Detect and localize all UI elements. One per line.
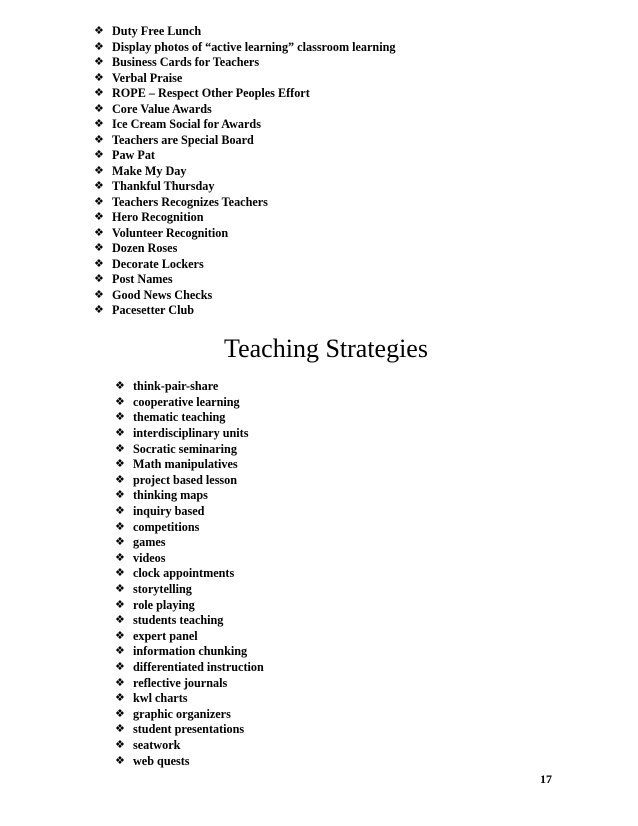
strategy-item-text: inquiry based — [133, 504, 205, 519]
recognition-item-text: Ice Cream Social for Awards — [112, 117, 261, 132]
recognition-item-text: Display photos of “active learning” classroom learning — [112, 39, 396, 54]
diamond-bullet-icon: ❖ — [94, 133, 104, 146]
recognition-item-text: Thankful Thursday — [112, 179, 215, 194]
teaching-strategies-list — [115, 379, 264, 769]
recognition-item — [94, 303, 395, 319]
recognition-item — [94, 40, 395, 56]
recognition-item-text: Good News Checks — [112, 287, 213, 302]
strategy-item-text: storytelling — [133, 582, 192, 597]
recognition-item-text: Hero Recognition — [112, 210, 204, 225]
recognition-item — [94, 272, 395, 288]
strategy-item — [115, 426, 264, 442]
strategy-item — [115, 738, 264, 754]
diamond-bullet-icon: ❖ — [115, 723, 125, 736]
strategy-item — [115, 597, 264, 613]
strategy-item-text: Math manipulatives — [133, 457, 238, 472]
strategy-item-text: role playing — [133, 597, 195, 612]
diamond-bullet-icon: ❖ — [94, 242, 104, 255]
diamond-bullet-icon: ❖ — [115, 458, 125, 471]
diamond-bullet-icon: ❖ — [115, 520, 125, 533]
recognition-item — [94, 226, 395, 242]
recognition-item — [94, 24, 395, 40]
recognition-item-text: Post Names — [112, 272, 173, 287]
diamond-bullet-icon: ❖ — [94, 180, 104, 193]
diamond-bullet-icon: ❖ — [94, 288, 104, 301]
strategy-item — [115, 395, 264, 411]
recognition-item-text: Business Cards for Teachers — [112, 55, 260, 70]
strategy-item — [115, 379, 264, 395]
diamond-bullet-icon: ❖ — [115, 676, 125, 689]
section-heading: Teaching Strategies — [224, 334, 428, 363]
diamond-bullet-icon: ❖ — [94, 304, 104, 317]
recognition-item-text: ROPE – Respect Other Peoples Effort — [112, 86, 310, 101]
recognition-item-text: Teachers Recognizes Teachers — [112, 194, 268, 209]
strategy-item-text: kwl charts — [133, 691, 188, 706]
strategy-item — [115, 504, 264, 520]
recognition-item-text: Core Value Awards — [112, 101, 212, 116]
strategy-item — [115, 551, 264, 567]
diamond-bullet-icon: ❖ — [115, 395, 125, 408]
strategy-item-text: thinking maps — [133, 488, 208, 503]
recognition-item — [94, 71, 395, 87]
strategy-item — [115, 410, 264, 426]
strategy-item-text: student presentations — [133, 722, 245, 737]
strategy-item-text: games — [133, 535, 166, 550]
recognition-item-text: Verbal Praise — [112, 70, 183, 85]
diamond-bullet-icon: ❖ — [94, 118, 104, 131]
recognition-item-text: Paw Pat — [112, 148, 155, 163]
strategy-item-text: project based lesson — [133, 472, 238, 487]
recognition-item — [94, 148, 395, 164]
recognition-item-text: Dozen Roses — [112, 241, 178, 256]
diamond-bullet-icon: ❖ — [115, 551, 125, 564]
strategy-item — [115, 535, 264, 551]
diamond-bullet-icon: ❖ — [115, 567, 125, 580]
recognition-item-text: Decorate Lockers — [112, 256, 204, 271]
page-number: 17 — [540, 772, 552, 786]
strategy-item-text: graphic organizers — [133, 706, 231, 721]
recognition-item — [94, 195, 395, 211]
recognition-item — [94, 117, 395, 133]
diamond-bullet-icon: ❖ — [94, 226, 104, 239]
strategy-item — [115, 488, 264, 504]
diamond-bullet-icon: ❖ — [94, 71, 104, 84]
recognition-item-text: Volunteer Recognition — [112, 225, 229, 240]
diamond-bullet-icon: ❖ — [94, 56, 104, 69]
strategy-item — [115, 722, 264, 738]
strategy-item-text: reflective journals — [133, 675, 228, 690]
diamond-bullet-icon: ❖ — [94, 211, 104, 224]
strategy-item-text: students teaching — [133, 613, 224, 628]
recognition-item — [94, 257, 395, 273]
strategy-item — [115, 519, 264, 535]
diamond-bullet-icon: ❖ — [115, 473, 125, 486]
recognition-item-text: Duty Free Lunch — [112, 24, 202, 39]
strategy-item-text: videos — [133, 550, 166, 565]
diamond-bullet-icon: ❖ — [94, 40, 104, 53]
diamond-bullet-icon: ❖ — [115, 614, 125, 627]
diamond-bullet-icon: ❖ — [115, 380, 125, 393]
strategy-item — [115, 473, 264, 489]
recognition-item — [94, 288, 395, 304]
strategy-item — [115, 706, 264, 722]
strategy-item — [115, 441, 264, 457]
recognition-item — [94, 55, 395, 71]
recognition-item — [94, 102, 395, 118]
diamond-bullet-icon: ❖ — [115, 660, 125, 673]
strategy-item-text: interdisciplinary units — [133, 426, 249, 441]
diamond-bullet-icon: ❖ — [115, 754, 125, 767]
recognition-item-text: Make My Day — [112, 163, 187, 178]
diamond-bullet-icon: ❖ — [115, 489, 125, 502]
diamond-bullet-icon: ❖ — [115, 505, 125, 518]
recognition-item — [94, 241, 395, 257]
diamond-bullet-icon: ❖ — [115, 427, 125, 440]
strategy-item-text: cooperative learning — [133, 394, 240, 409]
diamond-bullet-icon: ❖ — [115, 645, 125, 658]
diamond-bullet-icon: ❖ — [94, 164, 104, 177]
strategy-item — [115, 457, 264, 473]
diamond-bullet-icon: ❖ — [94, 25, 104, 38]
recognition-item — [94, 164, 395, 180]
strategy-item — [115, 753, 264, 769]
diamond-bullet-icon: ❖ — [94, 149, 104, 162]
strategy-item-text: expert panel — [133, 628, 198, 643]
strategy-item-text: Socratic seminaring — [133, 441, 237, 456]
strategy-item — [115, 582, 264, 598]
diamond-bullet-icon: ❖ — [115, 692, 125, 705]
strategy-item — [115, 691, 264, 707]
diamond-bullet-icon: ❖ — [115, 598, 125, 611]
recognition-item — [94, 133, 395, 149]
recognition-list — [94, 24, 395, 319]
diamond-bullet-icon: ❖ — [94, 87, 104, 100]
diamond-bullet-icon: ❖ — [94, 195, 104, 208]
diamond-bullet-icon: ❖ — [115, 536, 125, 549]
diamond-bullet-icon: ❖ — [94, 257, 104, 270]
strategy-item-text: web quests — [133, 753, 190, 768]
recognition-item-text: Pacesetter Club — [112, 303, 195, 318]
strategy-item-text: information chunking — [133, 644, 248, 659]
diamond-bullet-icon: ❖ — [115, 629, 125, 642]
recognition-item-text: Teachers are Special Board — [112, 132, 254, 147]
diamond-bullet-icon: ❖ — [115, 707, 125, 720]
strategy-item — [115, 675, 264, 691]
diamond-bullet-icon: ❖ — [115, 738, 125, 751]
strategy-item-text: thematic teaching — [133, 410, 226, 425]
strategy-item-text: seatwork — [133, 737, 181, 752]
recognition-item — [94, 210, 395, 226]
strategy-item — [115, 629, 264, 645]
diamond-bullet-icon: ❖ — [94, 102, 104, 115]
strategy-item — [115, 566, 264, 582]
strategy-item-text: differentiated instruction — [133, 659, 264, 674]
diamond-bullet-icon: ❖ — [115, 411, 125, 424]
recognition-item — [94, 86, 395, 102]
strategy-item — [115, 644, 264, 660]
strategy-item-text: competitions — [133, 519, 200, 534]
recognition-item — [94, 179, 395, 195]
strategy-item — [115, 660, 264, 676]
strategy-item-text: think-pair-share — [133, 379, 219, 394]
diamond-bullet-icon: ❖ — [94, 273, 104, 286]
strategy-item-text: clock appointments — [133, 566, 235, 581]
strategy-item — [115, 613, 264, 629]
diamond-bullet-icon: ❖ — [115, 583, 125, 596]
diamond-bullet-icon: ❖ — [115, 442, 125, 455]
